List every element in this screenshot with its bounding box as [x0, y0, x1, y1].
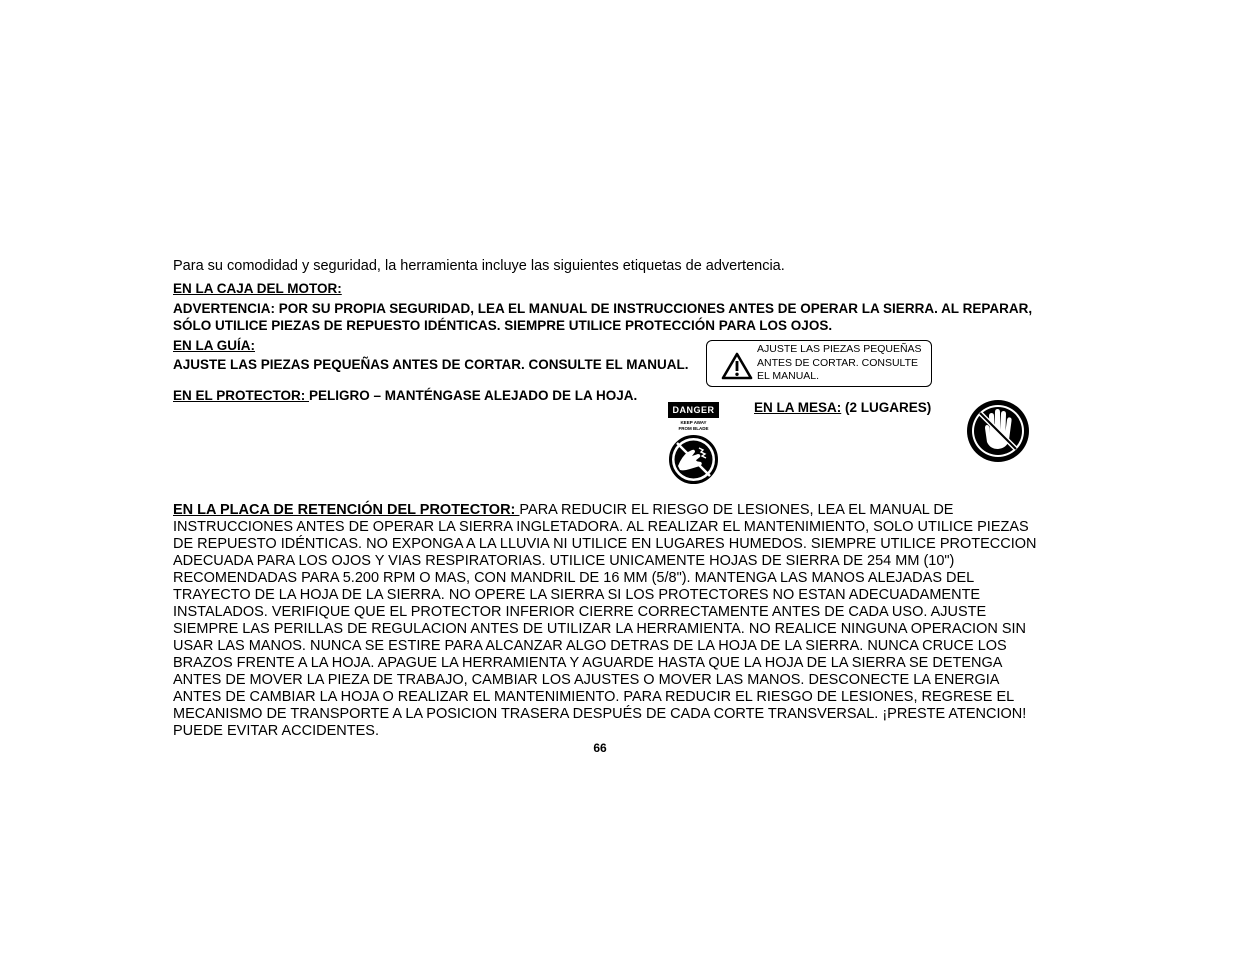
- placa-text: PARA REDUCIR EL RIESGO DE LESIONES, LEA EL MANUAL DE INSTRUCCIONES ANTES DE OPERAR LA SIERRA INGLETADORA. AL REALIZAR EL MANTENIMIENTO, SOLO UTILICE PIEZAS DE REPUESTO IDÉNTICAS. NO EXPONGA A LA LLUVIA NI UTILICE EN LUGARES HUMEDOS. SIEMPRE UTILICE PROTECCION ADECUADA PARA LOS OJOS Y VIAS RESPIRATORIAS. UTILICE UNICAMENTE HOJAS DE SIERRA DE 254 MM (10") RECOMENDADAS PARA 5.200 RPM O MAS, CON MANDRIL DE 16 MM (5/8"). MANTENGA LAS MANOS ALEJADAS DEL TRAYECTO DE LA HOJA DE LA SIERRA. NO OPERE LA SIERRA SI LOS PROTECTORES NO ESTAN ADECUADAMENTE INSTALADOS. VERIFIQUE QUE EL PROTECTOR INFERIOR CIERRE CORRECTAMENTE ANTES DE CADA USO. AJUSTE SIEMPRE LAS PERILLAS DE REGULACION ANTES DE UTILIZAR LA HERRAMIENTA. NO REALICE NINGUNA OPERACION SIN USAR LAS MANOS. NUNCA SE ESTIRE PARA ALCANZAR ALGO DETRAS DE LA HOJA DE LA SIERRA. NUNCA CRUCE LOS BRAZOS FRENTE A LA HOJA. APAGUE LA HERRAMIENTA Y AGUARDE HASTA QUE LA HOJA DE LA SIERRA SE DETENGA ANTES DE MOVER LA PIEZA DE TRABAJO, CAMBIAR LOS AJUSTES O MOVER LAS MANOS. DESCONECTE LA ENERGIA ANTES DE CAMBIAR LA HOJA O REALIZAR EL MANTENIMIENTO. PARA REDUCIR EL RIESGO DE LESIONES, REGRESE EL MECANISMO DE TRANSPORTE A LA POSICION TRASERA DESPUÉS DE CADA CORTE TRANSVERSAL. ¡PRESTE ATENCION! PUEDE EVITAR ACCIDENTES.: [173, 502, 1037, 739]
- guia-label-line: EL MANUAL.: [757, 370, 820, 382]
- mesa-line: [754, 400, 931, 415]
- placa-paragraph: [173, 502, 1043, 740]
- guia-warning-label: [706, 340, 932, 387]
- placa-heading: EN LA PLACA DE RETENCIÓN DEL PROTECTOR:: [173, 502, 520, 518]
- warning-triangle-icon: [721, 352, 753, 380]
- motor-warning-text: ADVERTENCIA: POR SU PROPIA SEGURIDAD, LEA EL MANUAL DE INSTRUCCIONES ANTES DE OPERAR LA SIERRA. AL REPARAR, SÓLO UTILICE PIEZAS DE REPUESTO IDÉNTICAS. SIEMPRE UTILICE PROTECCIÓN PARA LOS OJOS.: [173, 301, 1033, 333]
- page-number: 66: [593, 741, 607, 755]
- protector-text: PELIGRO – MANTÉNGASE ALEJADO DE LA HOJA.: [309, 388, 638, 403]
- guia-label-line: AJUSTE LAS PIEZAS PEQUEÑAS: [757, 343, 922, 355]
- keep-away-line: FROM BLADE: [678, 425, 709, 431]
- no-hand-icon: [965, 398, 1031, 464]
- no-hands-blade-icon: [668, 434, 719, 485]
- mesa-heading: EN LA MESA:: [754, 400, 842, 415]
- motor-heading: EN LA CAJA DEL MOTOR:: [173, 281, 342, 296]
- guia-text: AJUSTE LAS PIEZAS PEQUEÑAS ANTES DE CORTAR. CONSULTE EL MANUAL.: [173, 357, 689, 372]
- protector-line: [173, 387, 637, 404]
- keep-away-line: KEEP AWAY: [680, 420, 707, 425]
- mesa-text: (2 LUGARES): [841, 400, 932, 415]
- guia-heading: EN LA GUÍA:: [173, 338, 255, 353]
- protector-heading: EN EL PROTECTOR:: [173, 388, 310, 403]
- guia-label-text: [757, 343, 933, 384]
- keep-away-text: [668, 420, 719, 431]
- guia-label-line: ANTES DE CORTAR. CONSULTE: [757, 356, 919, 369]
- danger-badge: DANGER: [668, 402, 719, 418]
- intro-text: Para su comodidad y seguridad, la herramienta incluye las siguientes etiquetas de advertencia.: [173, 258, 785, 274]
